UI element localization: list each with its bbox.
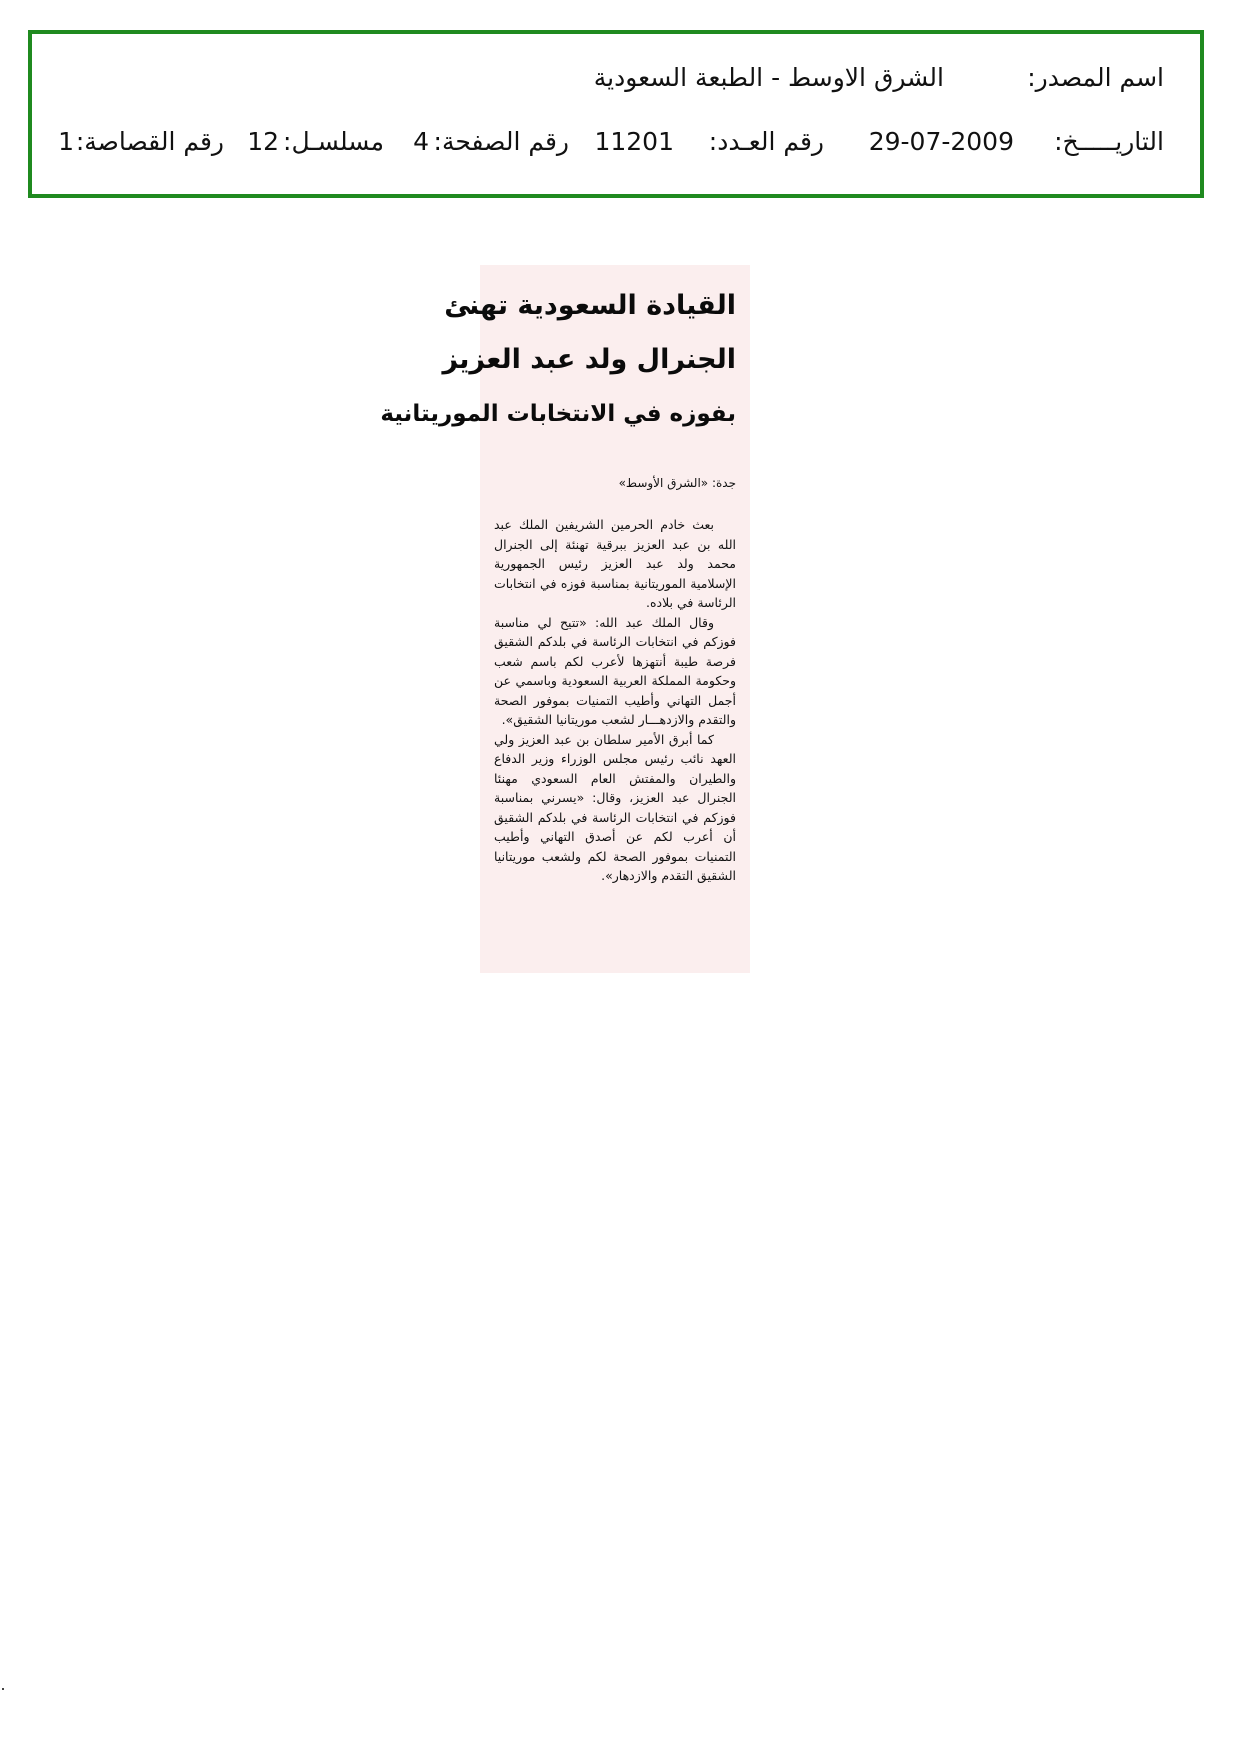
source-label: اسم المصدر: — [1027, 63, 1164, 92]
clip-value: 1 — [58, 127, 74, 156]
metadata-header-box — [28, 30, 1204, 198]
details-row — [58, 122, 1164, 162]
source-row — [68, 58, 1164, 98]
serial-label: مسلسـل: — [283, 127, 384, 156]
article-paragraph-3: كما أبرق الأمير سلطان بن عبد العزيز ولي العهد نائب رئيس مجلس الوزراء وزير الدفاع والطيران والمفتش العام السعودي مهنئا الجنرال عبد العزيز، وقال: «يسرني بمناسبة فوزكم في انتخابات الرئاسة في بلدكم الشقيق أن أعرب لكم عن أصدق التهاني وأطيب التمنيات بموفور الصحة لكم ولشعب موريتانيا الشقيق التقدم والازدهار». — [494, 731, 736, 883]
source-value: الشرق الاوسط - الطبعة السعودية — [593, 63, 944, 92]
page-label: رقم الصفحة: — [433, 127, 569, 156]
headline-line-1: القيادة السعودية تهنئ — [444, 290, 736, 321]
scan-speck — [2, 1688, 4, 1690]
date-label: التاريـــــخ: — [1054, 127, 1164, 156]
page-value: 4 — [413, 127, 429, 156]
issue-label: رقم العـدد: — [708, 127, 824, 156]
issue-value: 11201 — [594, 127, 674, 156]
date-value: 29-07-2009 — [868, 127, 1014, 156]
newspaper-clipping — [380, 265, 750, 973]
article-body — [494, 515, 736, 886]
headline-line-2: الجنرال ولد عبد العزيز — [442, 344, 736, 375]
article-dateline: جدة: «الشرق الأوسط» — [618, 476, 736, 490]
clip-label: رقم القصاصة: — [75, 127, 224, 156]
article-headline — [380, 279, 736, 441]
headline-line-3: بفوزه في الانتخابات الموريتانية — [380, 401, 736, 427]
serial-value: 12 — [247, 127, 279, 156]
article-paragraph-1: بعث خادم الحرمين الشريفين الملك عبد الله بن عبد العزيز ببرقية تهنئة إلى الجنرال محمد ولد عبد العزيز رئيس الجمهورية الإسلامية الموريتانية بمناسبة فوزه في انتخابات الرئاسة في بلاده. — [494, 517, 736, 610]
article-paragraph-2: وقال الملك عبد الله: «تتيح لي مناسبة فوزكم في انتخابات الرئاسة في بلدكم الشقيق فرصة طيبة أنتهزها لأعرب لكم باسم شعب وحكومة المملكة العربية السعودية وباسمي عن أجمل التهاني وأطيب التمنيات بموفور الصحة والتقدم والازدهـــار لشعب موريتانيا الشقيق». — [494, 614, 736, 727]
